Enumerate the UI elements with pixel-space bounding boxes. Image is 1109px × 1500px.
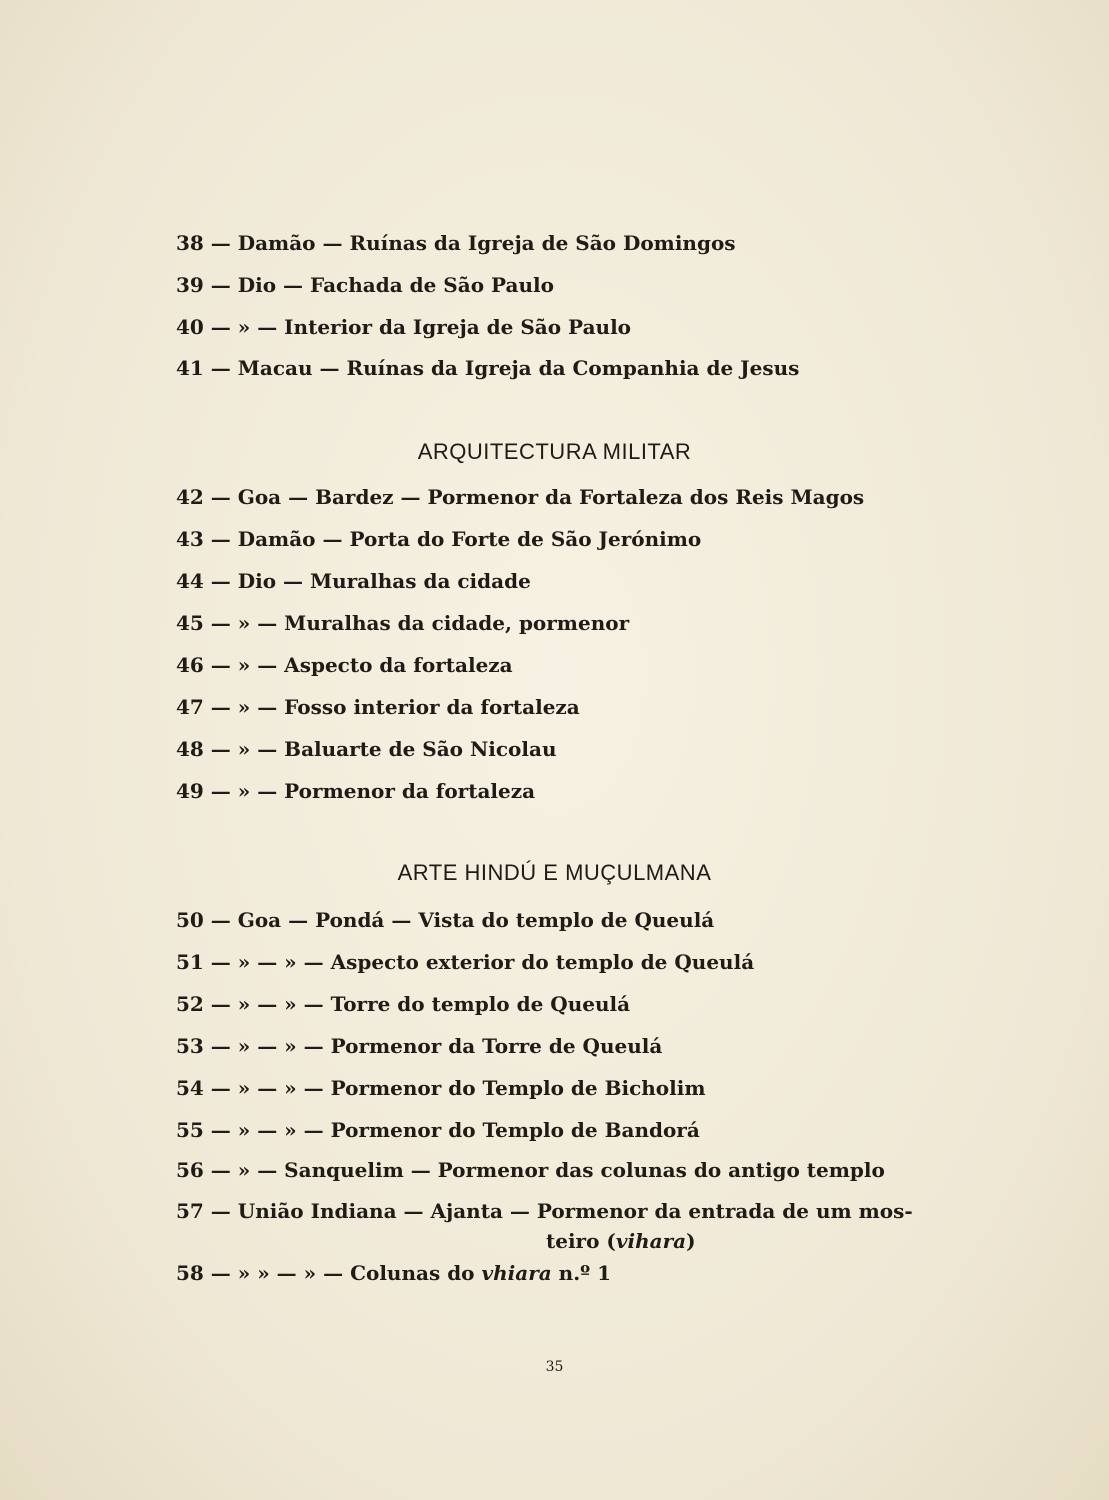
entry-57-line2-text: teiro ( — [546, 1229, 616, 1253]
list-item: 46 — » — Aspecto da fortaleza — [176, 653, 513, 677]
list-item: 50 — Goa — Pondá — Vista do templo de Queulá — [176, 908, 715, 932]
section-heading-military: ARQUITECTURA MILITAR — [417, 439, 692, 464]
list-item: 52 — » — » — Torre do templo de Queulá — [176, 992, 631, 1016]
list-item: 42 — Goa — Bardez — Pormenor da Fortaleza dos Reis Magos — [176, 485, 865, 509]
list-item-58 — [176, 1258, 611, 1288]
list-item: 54 — » — » — Pormenor do Templo de Bicholim — [176, 1076, 706, 1100]
list-item: 49 — » — Pormenor da fortaleza — [176, 779, 536, 803]
list-item-57 — [176, 1196, 946, 1256]
entry-57-line2 — [176, 1226, 946, 1256]
list-item: 40 — » — Interior da Igreja de São Paulo — [176, 315, 631, 339]
entry-58-italic: vhiara — [481, 1261, 552, 1285]
list-item: 39 — Dio — Fachada de São Paulo — [176, 273, 554, 297]
list-item: 51 — » — » — Aspecto exterior do templo de Queulá — [176, 950, 755, 974]
section-heading-hindu: ARTE HINDÚ E MUÇULMANA — [397, 860, 712, 885]
entry-57-line1: 57 — União Indiana — Ajanta — Pormenor da entrada de um mos- — [176, 1199, 913, 1223]
list-item: 44 — Dio — Muralhas da cidade — [176, 569, 531, 593]
entry-58-text: 58 — » » — » — Colunas do — [176, 1261, 482, 1285]
list-item: 38 — Damão — Ruínas da Igreja de São Domingos — [176, 231, 736, 255]
list-item: 56 — » — Sanquelim — Pormenor das colunas do antigo templo — [176, 1158, 885, 1182]
page-number: 35 — [545, 1359, 564, 1375]
list-item: 41 — Macau — Ruínas da Igreja da Companhia de Jesus — [176, 356, 800, 380]
list-item: 45 — » — Muralhas da cidade, pormenor — [176, 611, 630, 635]
entry-57-italic: vihara — [615, 1229, 687, 1253]
list-item: 43 — Damão — Porta do Forte de São Jerónimo — [176, 527, 702, 551]
list-item: 48 — » — Baluarte de São Nicolau — [176, 737, 557, 761]
list-item: 55 — » — » — Pormenor do Templo de Bandorá — [176, 1118, 700, 1142]
entry-58-suffix: n.º 1 — [551, 1261, 612, 1285]
list-item: 47 — » — Fosso interior da fortaleza — [176, 695, 580, 719]
list-item: 53 — » — » — Pormenor da Torre de Queulá — [176, 1034, 663, 1058]
entry-57-line2-close: ) — [686, 1229, 696, 1253]
